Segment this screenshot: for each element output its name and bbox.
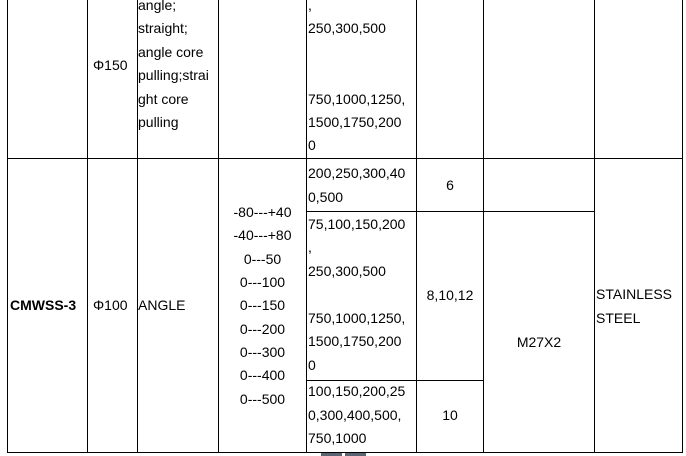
- row2-sub2-length: 1500,1750,200: [308, 333, 402, 349]
- row2-range: 0---100: [239, 274, 286, 290]
- row-divider: [7, 158, 682, 159]
- row2-sub2-length: 0: [308, 357, 316, 373]
- row2-range: 0---150: [239, 297, 286, 313]
- row2-thread: M27X2: [516, 334, 562, 350]
- col-border-left: [7, 0, 8, 453]
- row2-sub3-value: 10: [442, 407, 458, 423]
- row1-type-line: ght core: [138, 91, 189, 107]
- subrow-divider: [306, 211, 594, 212]
- row1-type-line: angle core: [138, 44, 204, 60]
- row2-diameter: Φ100: [93, 297, 128, 313]
- col-divider: [594, 0, 595, 453]
- row2-sub2-length: 250,300,500: [308, 263, 386, 279]
- row1-type-line: angle;: [138, 0, 177, 13]
- row1-type-line: pulling;strai: [138, 67, 209, 83]
- row2-range: 0---50: [243, 251, 282, 267]
- row2-range: 0---400: [239, 367, 286, 383]
- row1-length-line: 750,1000,1250,: [308, 91, 406, 107]
- row1-type-line: pulling: [138, 114, 179, 130]
- row2-sub3-length: 100,150,200,25: [308, 383, 406, 399]
- row2-sub2-length: 750,1000,1250,: [308, 310, 406, 326]
- row2-sub1-value: 6: [446, 177, 454, 193]
- row2-range: 0---500: [239, 391, 286, 407]
- row2-model: CMWSS-3: [10, 297, 77, 313]
- row1-type-line: straight;: [138, 20, 188, 36]
- row2-range: -40---+80: [233, 227, 292, 243]
- row2-sub2-value: 8,10,12: [426, 287, 474, 303]
- row1-length-line: ,: [308, 0, 312, 13]
- row2-type: ANGLE: [138, 297, 186, 313]
- row2-sub2-length: ,: [308, 239, 312, 255]
- col-divider: [416, 0, 417, 453]
- col-divider: [483, 0, 484, 453]
- row1-diameter: Φ150: [93, 57, 128, 73]
- row2-sub1-length: 200,250,300,40: [308, 165, 406, 181]
- col-divider: [87, 0, 88, 453]
- col-border-right: [682, 0, 683, 453]
- row2-sub3-length: 750,1000: [308, 430, 367, 446]
- row2-range: 0---200: [239, 321, 286, 337]
- row2-range: -80---+40: [233, 204, 292, 220]
- row1-length-line: 250,300,500: [308, 20, 386, 36]
- row1-length-line: 0: [308, 137, 316, 153]
- row2-sub2-length: 75,100,150,200: [308, 216, 406, 232]
- row2-sub3-length: 0,300,400,500,: [308, 407, 402, 423]
- row2-sub1-length: 0,500: [308, 189, 344, 205]
- row2-range: 0---300: [239, 344, 286, 360]
- row2-material-line: STAINLESS: [596, 286, 672, 302]
- col-divider: [306, 0, 307, 453]
- row2-material-line: STEEL: [596, 310, 641, 326]
- row1-length-line: 1500,1750,200: [308, 114, 402, 130]
